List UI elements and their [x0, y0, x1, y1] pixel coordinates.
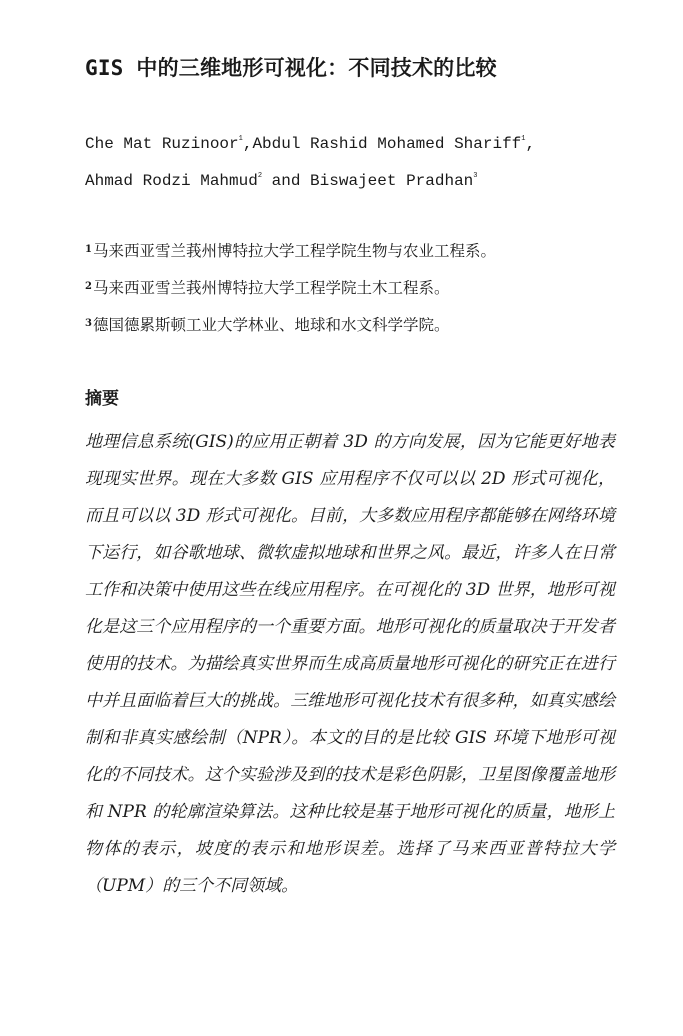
affiliation-text: 德国德累斯顿工业大学林业、地球和水文科学学院。 — [92, 316, 450, 334]
author-list — [85, 126, 535, 200]
author-name: Biswajeet Pradhan — [310, 172, 474, 190]
affiliation-item — [85, 270, 496, 307]
affiliation-number: 3 — [85, 318, 92, 329]
author-affiliation-mark: 1 — [238, 135, 243, 143]
affiliation-text: 马来西亚雪兰莪州博特拉大学工程学院土木工程系。 — [92, 279, 450, 297]
paper-title: GIS 中的三维地形可视化：不同技术的比较 — [85, 56, 497, 80]
author-separator: , — [242, 135, 253, 153]
author-affiliation-mark: 2 — [257, 172, 263, 180]
author-affiliation-mark: 1 — [521, 135, 526, 143]
author-name: Abdul Rashid Mohamed Shariff — [252, 135, 522, 153]
affiliation-number: 1 — [85, 244, 92, 255]
author-line — [85, 126, 535, 163]
affiliation-item — [85, 233, 496, 270]
author-separator: , — [525, 135, 536, 153]
author-line — [85, 163, 535, 200]
author-name: Ahmad Rodzi Mahmud — [85, 172, 258, 190]
affiliation-item — [85, 307, 496, 344]
author-separator: and — [262, 172, 311, 190]
affiliation-list — [85, 233, 496, 344]
abstract-heading: 摘要 — [85, 389, 119, 409]
abstract-text: 地理信息系统(GIS)的应用正朝着 3D 的方向发展，因为它能更好地表现现实世界。现在大多数 GIS 应用程序不仅可以以 2D 形式可视化，而且可以以 3D 形式可视化。目前，大多数应用程序都能够在网络环境下运行，如谷歌地球、微软虚拟地球和世界之风。最近，许多人在日常工作和决策中使用这些在线应用程序。在可视化的 3D 世界，地形可视化是这三个应用程序的一个重要方面。地形可视化的质量取决于开发者使用的技术。为描绘真实世界而生成高质量地形可视化的研究正在进行中并且面临着巨大的挑战。三维地形可视化技术有很多种，如真实感绘制和非真实感绘制（NPR）。本文的目的是比较 GIS 环境下地形可视化的不同技术。这个实验涉及到的技术是彩色阴影，卫星图像覆盖地形和 NPR 的轮廓渲染算法。这种比较是基于地形可视化的质量，地形上物体的表示，坡度的表示和地形误差。选择了马来西亚普特拉大学（UPM）的三个不同领域。 — [85, 432, 615, 896]
affiliation-text: 马来西亚雪兰莪州博特拉大学工程学院生物与农业工程系。 — [92, 242, 496, 260]
author-name: Che Mat Ruzinoor — [85, 135, 239, 153]
affiliation-number: 2 — [85, 281, 92, 292]
author-affiliation-mark: 3 — [473, 172, 478, 180]
